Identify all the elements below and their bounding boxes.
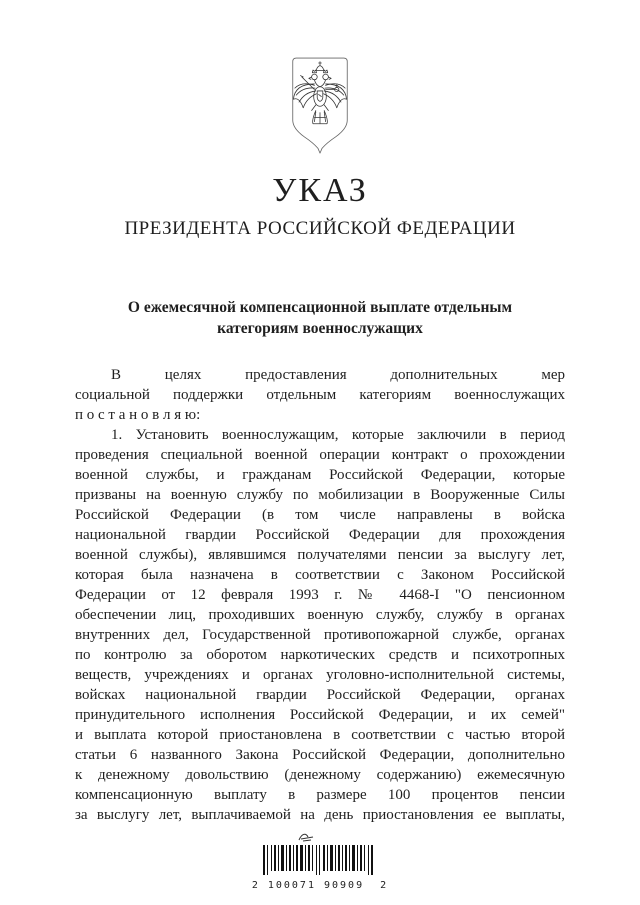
document-issuer: ПРЕЗИДЕНТА РОССИЙСКОЙ ФЕДЕРАЦИИ bbox=[124, 218, 516, 239]
barcode-digits: 2 100071 90909 2 bbox=[251, 880, 389, 891]
body-line: призваны на военную службу по мобилизации в Вооруженные Силы bbox=[75, 487, 565, 503]
coat-of-arms bbox=[0, 56, 640, 163]
body-line: военной службы, и гражданам Российской Федерации, которые bbox=[75, 467, 565, 483]
body-line: социальной поддержки отдельным категориям военнослужащих bbox=[75, 387, 565, 403]
coat-of-arms-icon bbox=[285, 56, 355, 158]
body-line: по контролю за оборотом наркотических средств и психотропных bbox=[75, 647, 565, 663]
body-line: национальной гвардии Российской Федерации для прохождения bbox=[75, 527, 565, 543]
body-line: проведения специальной военной операции контракт о прохождении bbox=[75, 447, 565, 463]
document-subject bbox=[75, 297, 565, 339]
barcode-icon bbox=[263, 845, 377, 875]
body-line: 1. Установить военнослужащим, которые заключили в период bbox=[111, 427, 565, 443]
body-line: войсках национальной гвардии Российской Федерации, органах bbox=[75, 687, 565, 703]
body-line: военной службы), являвшимся получателями пенсии за выслугу лет, bbox=[75, 547, 565, 563]
body-line: и выплата которой приостановлена в соответствии с частью второй bbox=[75, 727, 565, 743]
handwritten-mark-icon bbox=[295, 831, 317, 843]
body-line: к денежному довольствию (денежному содержанию) ежемесячную bbox=[75, 767, 565, 783]
body-line: компенсационную выплату в размере 100 процентов пенсии bbox=[75, 787, 565, 803]
body-line: внутренних дел, Государственной противопожарной службе, органах bbox=[75, 627, 565, 643]
subject-line-1: О ежемесячной компенсационной выплате отдельным bbox=[127, 299, 513, 316]
body-line: принудительного исполнения Российской Федерации, и их семей" bbox=[75, 707, 565, 723]
barcode-block bbox=[250, 831, 390, 891]
stamp-mark bbox=[250, 831, 390, 845]
body-line: Федерации от 12 февраля 1993 г. № 4468-I "О пенсионном bbox=[75, 587, 565, 603]
body-line: за выслугу лет, выплачиваемой на день приостановления ее выплаты, bbox=[75, 807, 565, 823]
body-line: В целях предоставления дополнительных мер bbox=[111, 367, 565, 383]
body-line: обеспечении лиц, проходивших военную службу, службу в органах bbox=[75, 607, 565, 623]
body-line: Российской Федерации (в том числе направлены в войска bbox=[75, 507, 565, 523]
document-body bbox=[75, 365, 565, 825]
body-line: веществ, учреждениях и органах уголовно-исполнительной системы, bbox=[75, 667, 565, 683]
body-line: которая была назначена в соответствии с Законом Российской bbox=[75, 567, 565, 583]
subject-line-2: категориям военнослужащих bbox=[217, 320, 423, 337]
document-type-title: УКАЗ bbox=[272, 172, 368, 209]
body-line: п о с т а н о в л я ю: bbox=[75, 407, 201, 423]
body-line: статьи 6 названного Закона Российской Федерации, дополнительно bbox=[75, 747, 565, 763]
